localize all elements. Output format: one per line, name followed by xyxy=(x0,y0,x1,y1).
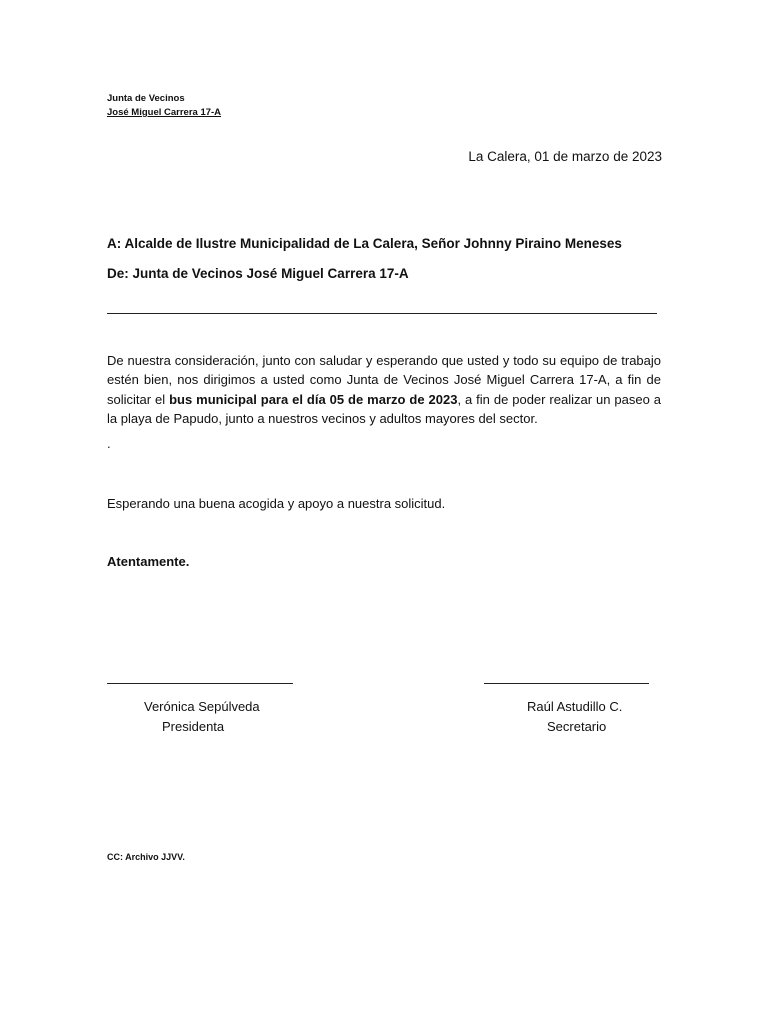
signatory-role-right: Secretario xyxy=(547,719,607,734)
recipient-line: A: Alcalde de Ilustre Municipalidad de La Calera, Señor Johnny Piraino Meneses xyxy=(107,236,622,251)
body-text-part3: , a fin de poder realizar un paseo a la playa de Papudo, junto a nuestros vecinos y adultos mayores del sector. xyxy=(107,391,661,427)
separator-line xyxy=(107,313,657,314)
letter-date: La Calera, 01 de marzo de 2023 xyxy=(468,149,662,164)
signatory-name-right: Raúl Astudillo C. xyxy=(527,699,623,714)
letterhead-org-address: José Miguel Carrera 17-A xyxy=(107,107,222,118)
letter-body-paragraph xyxy=(107,351,661,429)
body-text-bold: bus municipal para el día 05 de marzo de 2023 xyxy=(169,391,458,407)
cc-note: CC: Archivo JJVV. xyxy=(107,852,185,862)
body-period: . xyxy=(107,436,111,451)
body-text-part1: De nuestra consideración, junto con saludar y esperando que usted y todo su equipo de trabajo estén bien, nos dirigimos a usted como Junta de Vecinos José Miguel Carrera 17-A, a fin de solicitar el xyxy=(107,353,661,407)
signatory-name-left: Verónica Sepúlveda xyxy=(144,699,260,714)
sign-off: Atentamente. xyxy=(107,554,190,569)
signature-line-left xyxy=(107,683,293,684)
sender-line: De: Junta de Vecinos José Miguel Carrera 17-A xyxy=(107,266,409,281)
closing-line: Esperando una buena acogida y apoyo a nuestra solicitud. xyxy=(107,496,446,511)
signature-line-right xyxy=(484,683,649,684)
signatory-role-left: Presidenta xyxy=(162,719,225,734)
letterhead-org-name: Junta de Vecinos xyxy=(107,93,185,104)
